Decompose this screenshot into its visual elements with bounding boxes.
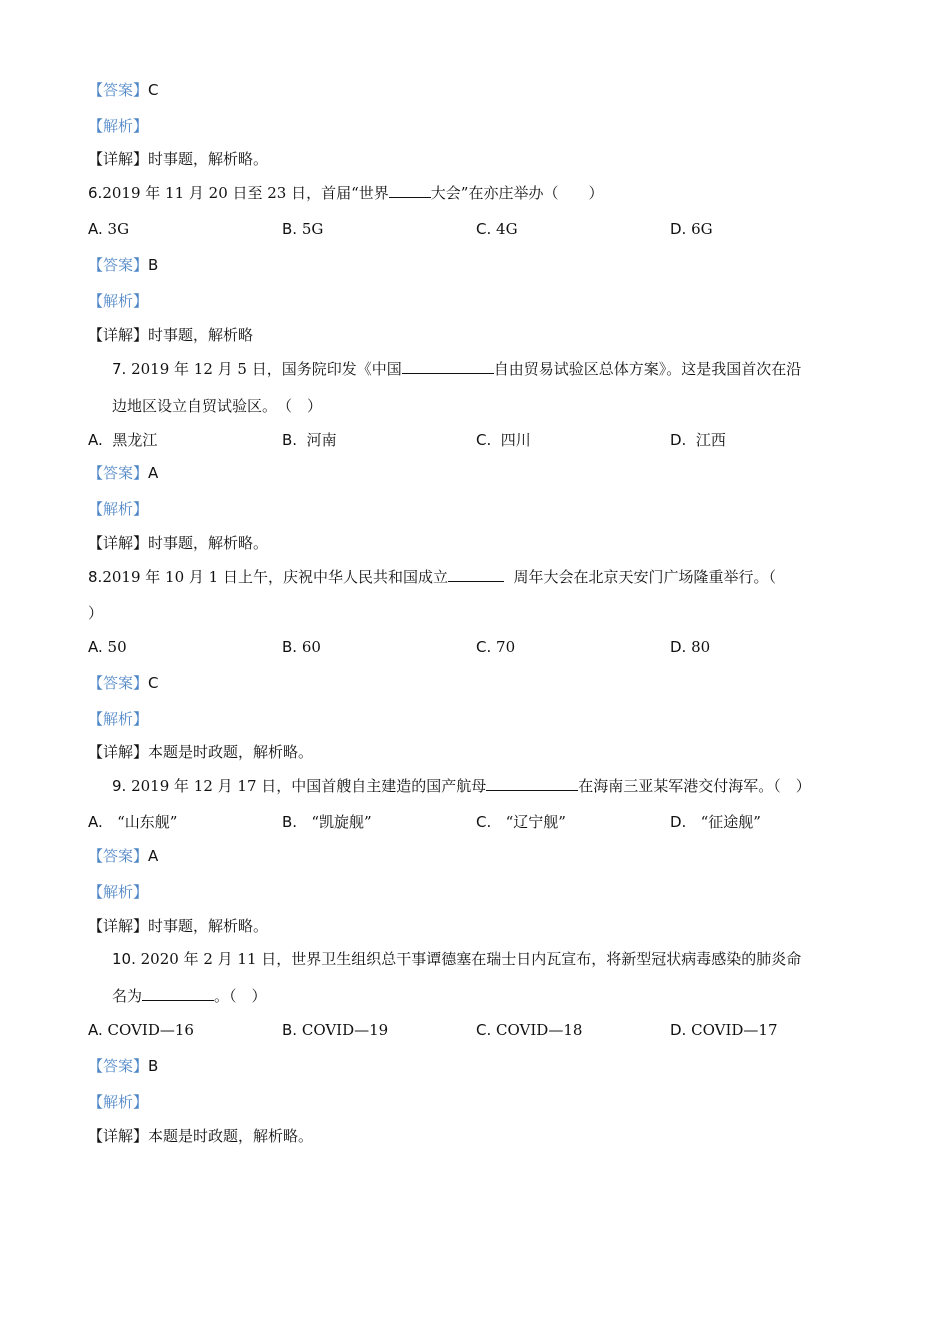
- q9-stem: [112, 776, 811, 796]
- q7-detail-row: [88, 533, 268, 553]
- q9-answer-row: [88, 846, 158, 866]
- option-label: C.: [476, 431, 492, 449]
- detail-label: 【详解】: [88, 1127, 149, 1145]
- analysis-label: 【解析】: [88, 117, 149, 135]
- option-label: A.: [88, 638, 103, 656]
- q10-number: 10.: [112, 950, 136, 968]
- q5-answer-row: [88, 80, 159, 100]
- answer-label: 【答案】: [88, 81, 149, 99]
- q6-option-a[interactable]: [88, 219, 129, 239]
- q8-stem-part1: 2019 年 10 月 1 日上午，庆祝中华人民共和国成立: [102, 568, 448, 586]
- q8-number: 8.: [88, 568, 103, 586]
- option-label: B.: [282, 1021, 298, 1039]
- option-label: D.: [670, 638, 687, 656]
- option-label: C.: [476, 813, 492, 831]
- q9-analysis-row: [88, 882, 148, 902]
- analysis-label: 【解析】: [88, 292, 149, 310]
- q6-stem-part2: 大会”在亦庄举办（ ）: [430, 184, 604, 202]
- option-text: 50: [107, 638, 127, 656]
- q10-option-b[interactable]: [282, 1020, 388, 1040]
- q5-answer-value: C: [148, 81, 159, 99]
- option-label: B.: [282, 431, 298, 449]
- option-label: C.: [476, 220, 492, 238]
- analysis-label: 【解析】: [88, 883, 149, 901]
- option-text: “凯旋舰”: [311, 813, 372, 831]
- option-text: 6G: [691, 220, 713, 238]
- q9-detail-row: [88, 916, 268, 936]
- analysis-label: 【解析】: [88, 500, 149, 518]
- detail-label: 【详解】: [88, 534, 149, 552]
- q5-detail-row: [88, 149, 268, 169]
- q10-stem-line2: [112, 986, 267, 1006]
- q10-stem-part1: 2020 年 2 月 11 日，世界卫生组织总干事谭德塞在瑞士日内瓦宣布，将新型冠状病毒感染的肺炎命: [140, 950, 802, 968]
- q7-stem: [112, 359, 801, 379]
- q10-option-d[interactable]: [670, 1020, 778, 1040]
- q7-analysis-row: [88, 499, 148, 519]
- q6-number: 6.: [88, 184, 103, 202]
- answer-label: 【答案】: [88, 674, 149, 692]
- q6-stem: [88, 183, 603, 203]
- detail-label: 【详解】: [88, 917, 149, 935]
- q5-analysis-row: [88, 116, 148, 136]
- q9-stem-part2: 在海南三亚某军港交付海军。（ ）: [578, 777, 811, 795]
- q10-detail-row: [88, 1126, 313, 1146]
- q6-analysis-row: [88, 291, 148, 311]
- option-label: B.: [282, 638, 298, 656]
- q10-answer-value: B: [148, 1057, 159, 1075]
- option-text: 70: [496, 638, 516, 656]
- option-text: 4G: [496, 220, 518, 238]
- q7-option-c[interactable]: [476, 430, 531, 450]
- q10-blank: [142, 986, 214, 1001]
- q6-blank: [389, 183, 431, 198]
- q8-analysis-row: [88, 709, 148, 729]
- q8-option-b[interactable]: [282, 637, 321, 657]
- q7-option-a[interactable]: [88, 430, 157, 450]
- q8-answer-value: C: [148, 674, 159, 692]
- q8-detail-text: 本题是时政题，解析略。: [148, 743, 314, 761]
- detail-label: 【详解】: [88, 743, 149, 761]
- q6-detail-row: [88, 325, 253, 345]
- answer-label: 【答案】: [88, 256, 149, 274]
- q10-option-c[interactable]: [476, 1020, 582, 1040]
- q6-answer-row: [88, 255, 158, 275]
- q10-detail-text: 本题是时政题，解析略。: [148, 1127, 314, 1145]
- q7-stem-part1: 2019 年 12 月 5 日，国务院印发《中国: [131, 360, 402, 378]
- option-label: A.: [88, 813, 103, 831]
- q10-analysis-row: [88, 1092, 148, 1112]
- q7-stem-line2: 边地区设立自贸试验区。 （ ）: [112, 397, 323, 415]
- q8-answer-row: [88, 673, 159, 693]
- q8-option-c[interactable]: [476, 637, 515, 657]
- option-label: B.: [282, 220, 298, 238]
- q7-detail-text: 时事题，解析略。: [148, 534, 269, 552]
- option-label: D.: [670, 813, 687, 831]
- q5-detail-text: 时事题，解析略。: [148, 150, 269, 168]
- q9-number: 9.: [112, 777, 127, 795]
- option-label: A.: [88, 220, 103, 238]
- answer-label: 【答案】: [88, 464, 149, 482]
- q9-option-c[interactable]: [476, 812, 566, 832]
- q9-answer-value: A: [148, 847, 159, 865]
- q7-stem-part2: 自由贸易试验区总体方案》。这是我国首次在沿: [493, 360, 802, 378]
- q8-stem: [88, 567, 776, 587]
- q6-answer-value: B: [148, 256, 159, 274]
- q10-stem-line2-part1: 名为: [112, 987, 143, 1005]
- q10-stem-line2-part2: 。（ ）: [214, 987, 267, 1005]
- answer-label: 【答案】: [88, 1057, 149, 1075]
- q6-detail-text: 时事题，解析略: [148, 326, 254, 344]
- analysis-label: 【解析】: [88, 710, 149, 728]
- option-text: COVID—17: [691, 1021, 778, 1039]
- q9-option-d[interactable]: [670, 812, 761, 832]
- option-text: 黑龙江: [112, 431, 158, 449]
- q6-option-b[interactable]: [282, 219, 323, 239]
- q8-stem-line2: ）: [88, 604, 104, 622]
- q9-detail-text: 时事题，解析略。: [148, 917, 269, 935]
- option-text: COVID—18: [496, 1021, 583, 1039]
- q9-option-a[interactable]: [88, 812, 177, 832]
- q7-answer-value: A: [148, 464, 159, 482]
- detail-label: 【详解】: [88, 150, 149, 168]
- option-label: D.: [670, 431, 687, 449]
- option-text: 80: [691, 638, 711, 656]
- q10-answer-row: [88, 1056, 158, 1076]
- option-text: 河南: [306, 431, 337, 449]
- q8-detail-row: [88, 742, 313, 762]
- option-text: COVID—16: [107, 1021, 194, 1039]
- option-label: A.: [88, 431, 103, 449]
- q10-option-a[interactable]: [88, 1020, 194, 1040]
- option-text: COVID—19: [301, 1021, 389, 1039]
- option-text: “征途舰”: [700, 813, 761, 831]
- q7-option-d[interactable]: [670, 430, 726, 450]
- option-label: D.: [670, 220, 687, 238]
- q6-option-d[interactable]: [670, 219, 713, 239]
- q9-blank: [486, 776, 578, 791]
- detail-label: 【详解】: [88, 326, 149, 344]
- option-text: 5G: [301, 220, 324, 238]
- option-text: 江西: [695, 431, 726, 449]
- analysis-label: 【解析】: [88, 1093, 149, 1111]
- q7-option-b[interactable]: [282, 430, 337, 450]
- answer-label: 【答案】: [88, 847, 149, 865]
- q8-option-a[interactable]: [88, 637, 127, 657]
- option-text: “山东舰”: [117, 813, 178, 831]
- option-text: “辽宁舰”: [505, 813, 566, 831]
- q9-stem-part1: 2019 年 12 月 17 日，中国首艘自主建造的国产航母: [131, 777, 487, 795]
- option-label: C.: [476, 1021, 492, 1039]
- option-label: C.: [476, 638, 492, 656]
- q10-stem: [112, 949, 801, 969]
- option-label: A.: [88, 1021, 103, 1039]
- option-text: 四川: [500, 431, 531, 449]
- option-text: 3G: [107, 220, 130, 238]
- q8-blank: [448, 567, 504, 582]
- option-label: B.: [282, 813, 298, 831]
- q7-number: 7.: [112, 360, 127, 378]
- q6-stem-part1: 2019 年 11 月 20 日至 23 日，首届“世界: [102, 184, 389, 202]
- option-label: D.: [670, 1021, 687, 1039]
- q6-option-c[interactable]: [476, 219, 518, 239]
- q8-stem-part2: 周年大会在北京天安门广场隆重举行。（: [513, 568, 777, 586]
- option-text: 60: [301, 638, 321, 656]
- q7-blank: [402, 359, 494, 374]
- q8-option-d[interactable]: [670, 637, 710, 657]
- q9-option-b[interactable]: [282, 812, 372, 832]
- q7-answer-row: [88, 463, 158, 483]
